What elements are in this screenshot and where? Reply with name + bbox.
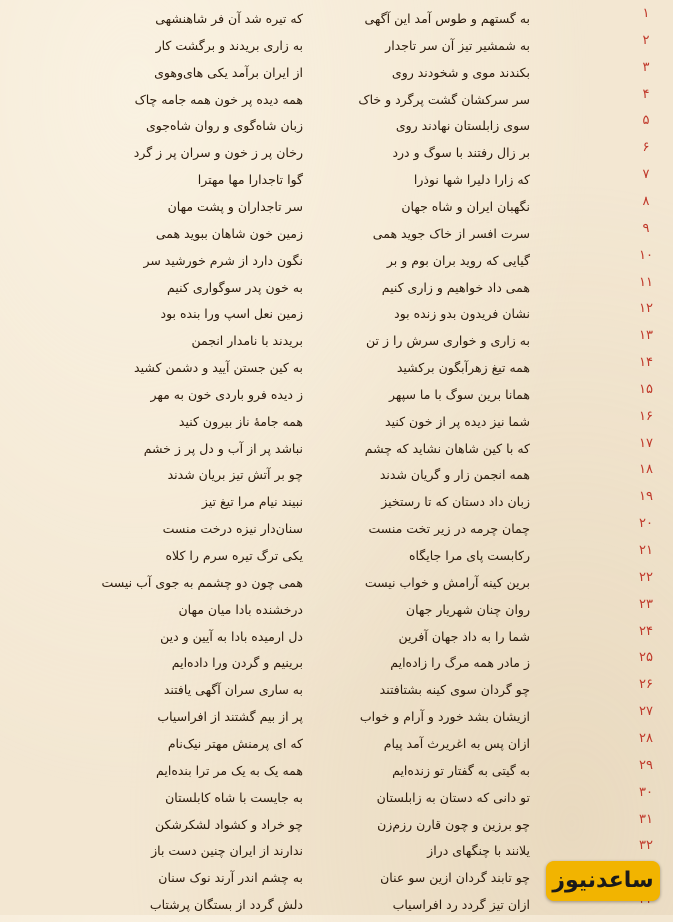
verse-number: ۱۲ — [639, 301, 653, 317]
verse-number: ۲۴ — [639, 623, 653, 639]
verse-first-hemistich: سر سرکشان گشت پرگرد و خاک — [358, 91, 530, 107]
verse-first-hemistich: برین کینه آرامش و خواب نیست — [364, 574, 530, 590]
verse-number: ۶ — [642, 140, 650, 156]
verse-row — [0, 220, 673, 251]
verse-second-hemistich: چو بر آتش تیز بریان شدند — [167, 467, 303, 483]
verse-number: ۲۲ — [639, 569, 653, 585]
verse-second-hemistich: به جایست با شاه کابلستان — [165, 789, 303, 805]
verse-number: ۱۷ — [639, 435, 653, 451]
verse-first-hemistich: تو دانی که دستان به زابلستان — [376, 789, 530, 805]
verse-first-hemistich: همه تیغ زهرآبگون برکشید — [396, 360, 530, 376]
verse-number: ۴ — [642, 86, 650, 102]
verse-number: ۳۲ — [639, 838, 653, 854]
verse-number: ۳ — [642, 59, 650, 75]
verse-second-hemistich: همه یک به یک مر ترا بنده‌ایم — [156, 762, 303, 778]
verse-first-hemistich: روان چنان شهریار جهان — [405, 601, 530, 617]
verse-first-hemistich: گیایی که روید بران بوم و بر — [386, 252, 530, 268]
verse-number: ۱۹ — [639, 489, 653, 505]
verse-number: ۲۸ — [639, 730, 653, 746]
verse-second-hemistich: که ای پرمنش مهتر نیک‌نام — [167, 735, 303, 751]
verse-row — [0, 596, 673, 627]
verse-number: ۹ — [642, 220, 650, 236]
verse-number: ۱۸ — [639, 462, 653, 478]
verse-first-hemistich: شما نیز دیده پر از خون کنید — [385, 413, 530, 429]
verse-row — [0, 328, 673, 358]
verse-row — [0, 462, 673, 492]
verse-row — [0, 59, 673, 90]
verse-first-hemistich: سوی زابلستان نهادند روی — [395, 118, 530, 134]
verse-first-hemistich: که زارا دلیرا شها نوذرا — [413, 172, 530, 188]
verse-number: ۷ — [642, 167, 650, 183]
verse-second-hemistich: ندارند از ایران چنین دست باز — [151, 843, 303, 859]
verse-number: ۲۵ — [639, 650, 653, 666]
verse-first-hemistich: نگهبان ایران و شاه جهان — [401, 198, 530, 214]
verse-first-hemistich: ز مادر همه مرگ را زاده‌ایم — [390, 655, 530, 671]
verse-second-hemistich: سر تاجداران و پشت مهان — [167, 198, 303, 214]
verse-row — [0, 516, 673, 546]
verse-number: ۲۶ — [639, 677, 653, 693]
verse-second-hemistich: از ایران برآمد یکی های‌وهوی — [154, 64, 303, 80]
verse-row — [0, 730, 673, 761]
verse-second-hemistich: به ساری سران آگهی یافتند — [163, 682, 303, 698]
verse-first-hemistich: همه انجمن زار و گریان شدند — [379, 467, 530, 483]
site-logo — [546, 861, 660, 901]
verse-number: ۱۰ — [639, 247, 653, 263]
verse-first-hemistich: یلانند با چنگهای دراز — [427, 843, 530, 859]
verse-second-hemistich: دلش گردد از بستگان پرشتاب — [149, 897, 303, 913]
verse-first-hemistich: همی داد خواهیم و زاری کنیم — [381, 279, 530, 295]
verse-row — [0, 140, 673, 170]
verse-number: ۳۱ — [639, 811, 653, 827]
verse-row — [0, 704, 673, 734]
verse-row — [0, 86, 673, 117]
verse-first-hemistich: زبان داد دستان که تا رستخیز — [381, 494, 530, 510]
verse-first-hemistich: به زاری و خواری سرش را ز تن — [365, 333, 530, 349]
verse-row — [0, 6, 673, 36]
verse-row — [0, 32, 673, 63]
verse-first-hemistich: ازیشان بشد خورد و آرام و خواب — [359, 709, 530, 725]
verse-first-hemistich: همانا برین سوگ با ما سپهر — [389, 386, 530, 402]
verse-first-hemistich: که با کین شاهان نشاید که چشم — [364, 440, 530, 456]
verse-row — [0, 757, 673, 788]
verse-second-hemistich: به زاری بریدند و برگشت کار — [155, 37, 303, 53]
verse-first-hemistich: رکابست پای مرا جایگاه — [408, 548, 530, 563]
verse-second-hemistich: نبیند نیام مرا تیغ تیز — [201, 494, 303, 510]
verse-row — [0, 381, 673, 412]
verse-row — [0, 677, 673, 707]
verse-number: ۲۷ — [639, 704, 653, 720]
verse-number: ۲۳ — [639, 596, 653, 612]
verse-row — [0, 623, 673, 654]
verse-second-hemistich: به خون پدر سوگواری کنیم — [167, 279, 303, 295]
verse-number: ۲۹ — [639, 757, 653, 773]
verse-number: ۲۰ — [639, 516, 653, 532]
verse-row — [0, 489, 673, 519]
verse-row — [0, 355, 673, 385]
verse-row — [0, 543, 673, 573]
verse-second-hemistich: به چشم اندر آرند نوک سنان — [158, 870, 303, 886]
verse-second-hemistich: چو خراد و کشواد لشکرشکن — [154, 816, 303, 832]
verse-number: ۱۶ — [639, 408, 653, 424]
verse-second-hemistich: به کین جستن آیید و دشمن کشید — [134, 360, 303, 376]
verse-row — [0, 784, 673, 815]
verse-second-hemistich: زمین نعل اسپ ورا بنده بود — [160, 306, 303, 322]
verse-first-hemistich: چو گردان سوی کینه بشتافتند — [379, 682, 530, 698]
verse-first-hemistich: چمان چرمه در زیر تخت منست — [368, 521, 530, 537]
verse-second-hemistich: برینیم و گردن ورا داده‌ایم — [171, 655, 303, 671]
verse-row — [0, 569, 673, 600]
verse-row — [0, 113, 673, 143]
verse-number: ۱۳ — [639, 328, 653, 344]
verse-first-hemistich: چو برزین و چون قارن رزم‌زن — [377, 816, 530, 832]
verse-second-hemistich: سنان‌دار نیزه درخت منست — [162, 521, 303, 537]
verse-first-hemistich: چو تابند گردان ازین سو عنان — [380, 870, 530, 886]
verse-first-hemistich: به شمشیر تیز آن سر تاجدار — [385, 37, 530, 53]
verse-second-hemistich: نباشد پر از آب و دل پر ز خشم — [143, 440, 303, 456]
verse-row — [0, 274, 673, 305]
verse-second-hemistich: دل ارمیده بادا به آیین و دین — [160, 628, 303, 644]
verse-row — [0, 650, 673, 680]
verse-number: ۱۴ — [639, 355, 653, 371]
verse-number: ۵ — [642, 113, 650, 129]
site-logo-text: ساعدنیوز — [552, 868, 654, 893]
verse-row — [0, 193, 673, 224]
verse-second-hemistich: زمین خون شاهان ببوید همی — [155, 225, 303, 241]
verse-row — [0, 408, 673, 439]
verse-second-hemistich: درخشنده بادا میان مهان — [178, 601, 303, 617]
verse-second-hemistich: زبان شاه‌گوی و روان شاه‌جوی — [146, 118, 303, 134]
verse-first-hemistich: نشان فریدون بدو زنده بود — [394, 306, 530, 322]
verse-number: ۱۱ — [639, 274, 653, 290]
verse-second-hemistich: نگون دارد از شرم خورشید سر — [143, 252, 303, 268]
verse-first-hemistich: ازان پس به اغریرث آمد پیام — [383, 735, 530, 751]
verse-first-hemistich: بکندند موی و شخودند روی — [391, 64, 530, 80]
verse-first-hemistich: سرت افسر از خاک جوید همی — [372, 225, 530, 241]
verse-second-hemistich: همه جامهٔ ناز بیرون کنید — [178, 413, 303, 429]
verse-row — [0, 435, 673, 466]
verse-number: ۸ — [642, 193, 650, 209]
verse-second-hemistich: که تیره شد آن فر شاهنشهی — [155, 11, 303, 26]
verse-row — [0, 167, 673, 197]
verse-first-hemistich: به گیتی به گفتار تو زنده‌ایم — [392, 762, 530, 778]
verse-number: ۱۵ — [639, 381, 653, 397]
verse-second-hemistich: همه دیده پر خون همه جامه چاک — [134, 91, 303, 107]
verse-row — [0, 301, 673, 331]
verse-first-hemistich: شما را به داد جهان آفرین — [398, 628, 530, 644]
verse-second-hemistich: ز دیده فرو باردی خون به مهر — [150, 386, 303, 402]
verse-first-hemistich: ازان تیز گردد رد افراسیاب — [392, 897, 530, 913]
verse-number: ۲۱ — [639, 543, 653, 558]
verse-number: ۲ — [642, 32, 650, 48]
verse-number: ۳۰ — [639, 784, 653, 800]
verse-second-hemistich: گوا تاجدارا مها مهترا — [197, 172, 303, 188]
verse-first-hemistich: به گستهم و طوس آمد این آگهی — [364, 11, 530, 26]
verse-row — [0, 247, 673, 278]
verse-second-hemistich: بریدند با نامدار انجمن — [191, 333, 303, 349]
verse-second-hemistich: همی چون دو چشمم به جوی آب نیست — [101, 574, 303, 590]
verse-second-hemistich: رخان پر ز خون و سران پر ز گرد — [133, 145, 303, 161]
verse-first-hemistich: بر زال رفتند با سوگ و درد — [392, 145, 530, 161]
verse-row — [0, 811, 673, 842]
verse-second-hemistich: یکی ترگ تیره سرم را کلاه — [165, 548, 303, 563]
verse-second-hemistich: پر از بیم گشتند از افراسیاب — [157, 709, 303, 725]
verse-number: ۱ — [642, 6, 650, 21]
